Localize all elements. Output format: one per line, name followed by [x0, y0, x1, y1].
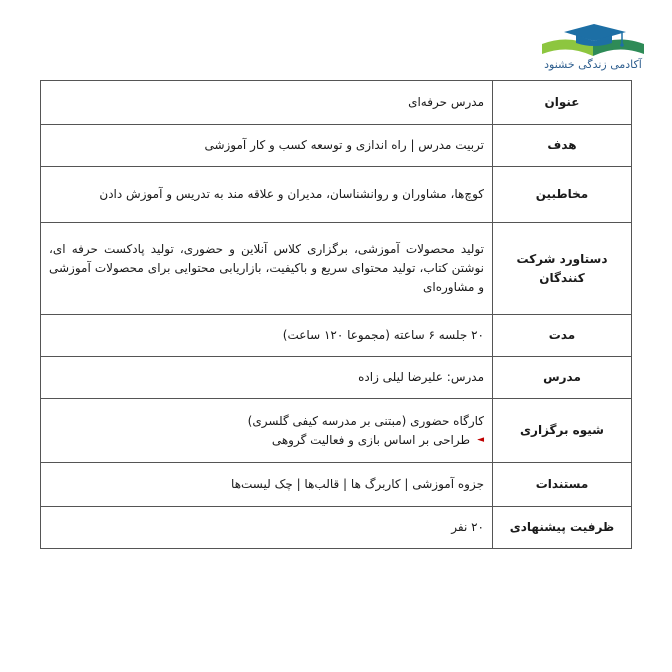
row-value: مدرس حرفه‌ای	[41, 81, 493, 125]
table-row-title	[41, 81, 632, 125]
bullet-arrow-icon: ◄	[477, 434, 484, 445]
row-label: مدرس	[493, 357, 632, 399]
row-value: ۲۰ نفر	[41, 507, 493, 549]
format-line: کارگاه حضوری (مبتنی بر مدرسه کیفی گلسری)	[247, 413, 484, 428]
table-row-capacity	[41, 507, 632, 549]
table-row-duration	[41, 315, 632, 357]
table-row-audience	[41, 167, 632, 223]
row-label: دستاورد شرکت کنندگان	[493, 223, 632, 315]
table-row-goal	[41, 125, 632, 167]
row-value: کوچ‌ها، مشاوران و روانشناسان، مدیران و علاقه مند به تدریس و آموزش دادن	[41, 167, 493, 223]
row-label: مدت	[493, 315, 632, 357]
row-value	[41, 399, 493, 463]
academy-logo	[534, 22, 652, 72]
row-label: عنوان	[493, 81, 632, 125]
row-value: جزوه آموزشی | کاربرگ ها | قالب‌ها | چک لیست‌ها	[41, 463, 493, 507]
row-label: شیوه برگزاری	[493, 399, 632, 463]
row-label: هدف	[493, 125, 632, 167]
table-row-instructor	[41, 357, 632, 399]
format-bullet-text: طراحی بر اساس بازی و فعالیت گروهی	[271, 432, 470, 447]
row-label: مستندات	[493, 463, 632, 507]
row-value: ۲۰ جلسه ۶ ساعته (مجموعا ۱۲۰ ساعت)	[41, 315, 493, 357]
table-row-documents	[41, 463, 632, 507]
row-label: ظرفیت پیشنهادی	[493, 507, 632, 549]
row-label: مخاطبین	[493, 167, 632, 223]
table-row-format	[41, 399, 632, 463]
course-info-table	[40, 80, 632, 549]
row-value: تولید محصولات آموزشی، برگزاری کلاس آنلاین و حضوری، تولید پادکست حرفه ای، نوشتن کتاب، تولید محتوای سریع و باکیفیت، بازاریابی محتوایی برای محصولات آموزشی و مشاوره‌ای	[41, 223, 493, 315]
table-row-outcomes	[41, 223, 632, 315]
logo-text: آکادمی زندگی خشنود	[544, 58, 642, 71]
format-bullet-line	[49, 431, 484, 450]
graduation-cap-book-icon	[534, 22, 652, 58]
row-value: مدرس: علیرضا لیلی زاده	[41, 357, 493, 399]
row-value: تربیت مدرس | راه اندازی و توسعه کسب و کار آموزشی	[41, 125, 493, 167]
